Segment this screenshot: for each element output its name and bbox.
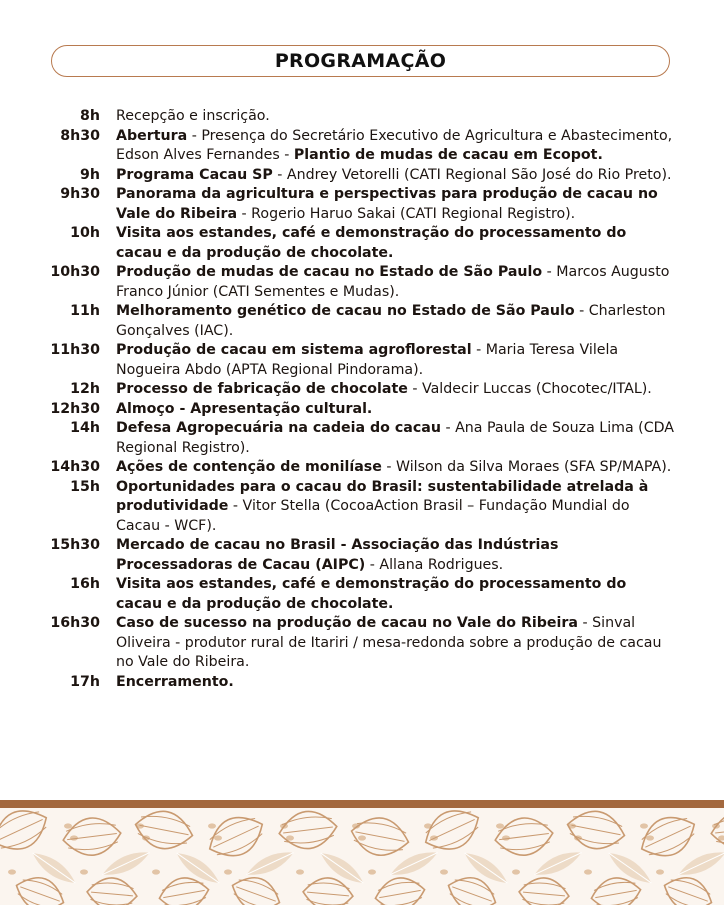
schedule-description bbox=[116, 575, 676, 614]
schedule-highlight-text: Produção de mudas de cacau no Estado de São Paulo bbox=[116, 264, 543, 280]
schedule-description bbox=[116, 224, 676, 263]
schedule-time: 11h30 bbox=[50, 342, 100, 358]
schedule-highlight-text: Almoço - Apresentação cultural. bbox=[116, 400, 373, 417]
schedule-time: 16h bbox=[70, 576, 100, 592]
schedule-description bbox=[116, 478, 676, 537]
schedule-highlight-text: Processo de fabricação de chocolate bbox=[116, 381, 408, 397]
schedule-time: 15h bbox=[70, 478, 100, 495]
schedule-item bbox=[0, 400, 724, 420]
schedule-description bbox=[116, 166, 676, 186]
schedule-highlight-text: Oportunidades para o cacau do Brasil: sustentabilidade atrelada à produtividade bbox=[116, 478, 649, 514]
schedule-highlight-text: Panorama da agricultura e perspectivas para produção de cacau no Vale do Ribeira bbox=[116, 186, 658, 222]
schedule-detail-text: - Sinval Oliveira - produtor rural de Itariri / mesa-redonda sobre a produção de cacau no Vale do Ribeira. bbox=[116, 615, 662, 670]
schedule-item bbox=[0, 185, 724, 224]
schedule-highlight-text: Abertura bbox=[116, 127, 188, 144]
schedule-description bbox=[116, 380, 676, 400]
schedule-highlight-text: Programa Cacau SP bbox=[116, 166, 273, 183]
cocoa-pod-icon bbox=[0, 808, 724, 905]
schedule-time: 10h30 bbox=[50, 264, 100, 280]
schedule-item bbox=[0, 341, 724, 380]
schedule-time: 8h bbox=[80, 108, 100, 124]
page-title: PROGRAMAÇÃO bbox=[274, 50, 447, 72]
schedule-detail-text: - Allana Rodrigues. bbox=[365, 556, 504, 573]
schedule-item bbox=[0, 575, 724, 614]
schedule-time: 9h bbox=[80, 166, 100, 183]
schedule-detail-text: - Vitor Stella (CocoaAction Brasil – Fundação Mundial do Cacau - WCF). bbox=[116, 498, 630, 534]
schedule-description bbox=[116, 614, 676, 673]
schedule-highlight-text: Produção de cacau em sistema agroflorestal bbox=[116, 342, 472, 358]
schedule-item bbox=[0, 166, 724, 186]
schedule-description bbox=[116, 341, 676, 380]
schedule-detail-text: - Valdecir Luccas (Chocotec/ITAL). bbox=[407, 381, 652, 397]
schedule-description bbox=[116, 400, 676, 420]
schedule-time: 10h bbox=[70, 225, 100, 241]
schedule-time: 15h30 bbox=[50, 537, 100, 553]
schedule-description bbox=[116, 185, 676, 224]
schedule-time: 14h bbox=[70, 420, 100, 436]
schedule-time: 11h bbox=[70, 303, 100, 319]
schedule-detail-text: Recepção e inscrição. bbox=[116, 108, 270, 124]
schedule-item bbox=[0, 224, 724, 263]
schedule-item bbox=[0, 107, 724, 127]
title-banner bbox=[51, 45, 670, 77]
schedule-detail-text: - Presença do Secretário Executivo de Agricultura e Abastecimento, Edson Alves Fernandes - bbox=[116, 127, 673, 163]
schedule-list bbox=[0, 107, 724, 692]
schedule-highlight-text: Mercado de cacau no Brasil - Associação das Indústrias Processadoras de Cacau (AIPC) bbox=[116, 537, 559, 573]
schedule-item bbox=[0, 127, 724, 166]
schedule-time: 16h30 bbox=[50, 615, 100, 631]
schedule-description bbox=[116, 263, 676, 302]
schedule-detail-text: - Ana Paula de Souza Lima (CDA Regional Registro). bbox=[116, 420, 674, 456]
schedule-time: 12h30 bbox=[50, 400, 100, 417]
schedule-highlight-text: Visita aos estandes, café e demonstração do processamento do cacau e da produção de chocolate. bbox=[116, 225, 627, 261]
schedule-item bbox=[0, 536, 724, 575]
schedule-description bbox=[116, 419, 676, 458]
schedule-description bbox=[116, 536, 676, 575]
schedule-highlight-text: Melhoramento genético de cacau no Estado de São Paulo bbox=[116, 303, 575, 319]
schedule-highlight-text: Encerramento. bbox=[116, 673, 234, 690]
schedule-highlight-text: Plantio de mudas de cacau em Ecopot. bbox=[293, 147, 603, 163]
schedule-time: 8h30 bbox=[60, 127, 100, 144]
schedule-item bbox=[0, 673, 724, 693]
schedule-time: 17h bbox=[70, 673, 100, 690]
schedule-detail-text: - Marcos Augusto Franco Júnior (CATI Sementes e Mudas). bbox=[116, 264, 670, 300]
schedule-description bbox=[116, 458, 676, 478]
schedule-time: 9h30 bbox=[60, 186, 100, 202]
schedule-detail-text: - Wilson da Silva Moraes (SFA SP/MAPA). bbox=[381, 459, 672, 475]
schedule-item bbox=[0, 614, 724, 673]
schedule-detail-text: - Charleston Gonçalves (IAC). bbox=[116, 303, 666, 339]
schedule-description bbox=[116, 673, 676, 693]
schedule-highlight-text: Defesa Agropecuária na cadeia do cacau bbox=[116, 420, 441, 436]
schedule-highlight-text: Ações de contenção de monilíase bbox=[116, 459, 382, 475]
schedule-description bbox=[116, 302, 676, 341]
schedule-detail-text: - Maria Teresa Vilela Nogueira Abdo (APTA Regional Pindorama). bbox=[116, 342, 619, 378]
schedule-item bbox=[0, 263, 724, 302]
schedule-item bbox=[0, 419, 724, 458]
schedule-item bbox=[0, 478, 724, 537]
schedule-item bbox=[0, 302, 724, 341]
cocoa-pattern-footer bbox=[0, 800, 724, 905]
schedule-highlight-text: Visita aos estandes, café e demonstração do processamento do cacau e da produção de chocolate. bbox=[116, 576, 627, 612]
schedule-time: 14h30 bbox=[50, 459, 100, 475]
schedule-description bbox=[116, 127, 676, 166]
schedule-item bbox=[0, 380, 724, 400]
schedule-detail-text: - Rogerio Haruo Sakai (CATI Regional Registro). bbox=[237, 205, 576, 222]
schedule-time: 12h bbox=[70, 381, 100, 397]
schedule-highlight-text: Caso de sucesso na produção de cacau no Vale do Ribeira bbox=[116, 615, 578, 631]
schedule-item bbox=[0, 458, 724, 478]
schedule-detail-text: - Andrey Vetorelli (CATI Regional São José do Rio Preto). bbox=[272, 166, 672, 183]
schedule-description bbox=[116, 107, 676, 127]
